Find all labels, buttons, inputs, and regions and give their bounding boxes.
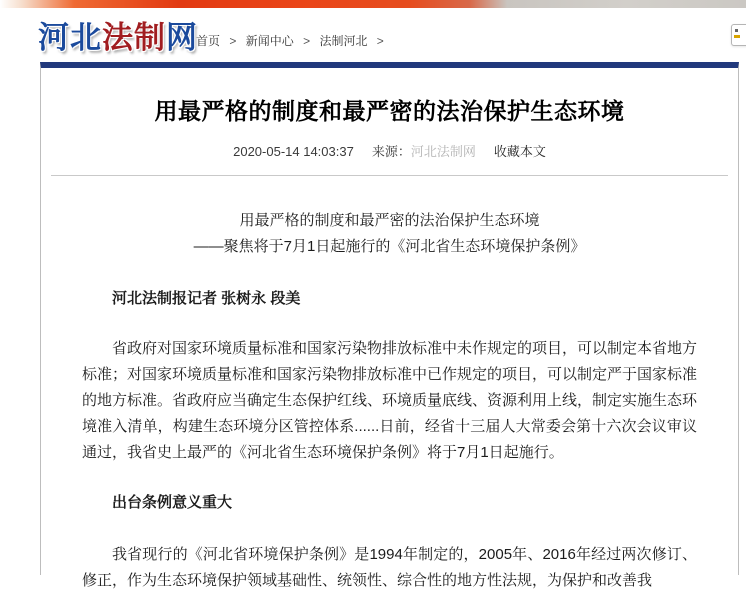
paragraph: 省政府对国家环境质量标准和国家污染物排放标准中未作规定的项目，可以制定本省地方标准；对国家环境质量标准和国家污染物排放标准中已作规定的项目，可以制定严于国家标准的地方标准。省政府应当确定生态保护红线、环境质量底线、资源利用上线，制定实施生态环境准入清单，构建生态环境分区管控体系......日前，经省十三届人大常委会第十六次会议审议通过，我省史上最严的《河北省生态环境保护条例》将于7月1日起施行。 — [82, 340, 698, 461]
page-title: 用最严格的制度和最严密的法治保护生态环境 — [154, 98, 625, 124]
byline: 河北法制报记者 张树永 段美 — [112, 290, 301, 307]
source-label: 来源： — [371, 144, 411, 159]
body-center-subtitle: ——聚焦将于7月1日起施行的《河北省生态环境保护条例》 — [193, 238, 586, 255]
breadcrumb-separator: > — [303, 34, 311, 48]
breadcrumb-item-fazhi-hebei[interactable]: 法制河北 — [319, 34, 368, 48]
widget-icon — [734, 35, 740, 38]
logo-part-fazhi: 法制 — [102, 20, 166, 55]
logo-part-wang: 网 — [166, 20, 198, 55]
breadcrumb-item-home[interactable]: 首页 — [196, 34, 221, 48]
floating-sidebar-widget[interactable] — [731, 24, 746, 46]
breadcrumb-item-news-center[interactable]: 新闻中心 — [245, 34, 294, 48]
breadcrumb-separator: > — [376, 34, 384, 48]
article-meta — [41, 141, 738, 160]
masthead-banner-strip — [0, 0, 746, 8]
article-body — [41, 208, 738, 594]
site-header — [0, 8, 746, 63]
site-logo[interactable] — [38, 12, 198, 57]
breadcrumb-separator: > — [229, 34, 237, 48]
breadcrumb — [196, 32, 390, 49]
source-name: 河北法制网 — [410, 144, 476, 159]
paragraph: 我省现行的《河北省环境保护条例》是1994年制定的，2005年、2016年经过两次修订、修正，作为生态环境保护领域基础性、统领性、综合性的地方性法规，为保护和改善我 — [82, 546, 697, 589]
widget-icon — [735, 29, 738, 32]
section-subheading: 出台条例意义重大 — [112, 494, 233, 511]
logo-part-hebei: 河北 — [38, 20, 102, 55]
favorite-link[interactable]: 收藏本文 — [493, 144, 546, 159]
publish-datetime: 2020-05-14 14:03:37 — [233, 144, 354, 159]
body-center-title: 用最严格的制度和最严密的法治保护生态环境 — [239, 212, 540, 229]
article-container — [40, 62, 739, 589]
header-divider — [51, 175, 728, 176]
